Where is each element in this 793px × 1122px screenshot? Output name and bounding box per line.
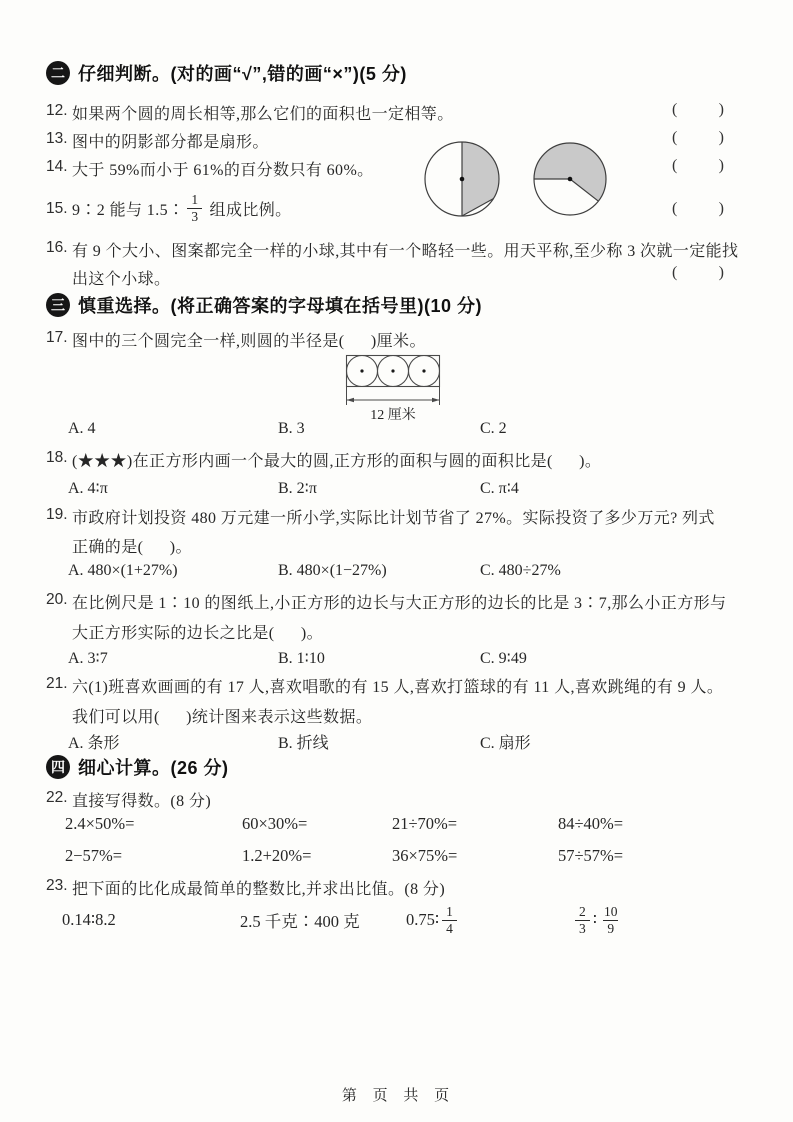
- question-number: 14.: [46, 158, 68, 175]
- question-16-line2: [72, 266, 170, 289]
- option-c: C. 扇形: [480, 735, 531, 752]
- fraction-two-thirds: [575, 904, 590, 936]
- question-text-pre: 9∶2 能与 1.5∶: [72, 201, 185, 219]
- fraction-one-third: [187, 192, 202, 224]
- fraction-ten-ninths: [600, 904, 622, 936]
- answer-bracket-14: [672, 157, 724, 175]
- bracket-close: ): [718, 129, 724, 146]
- question-number: 16.: [46, 239, 68, 256]
- question-22-row2: [65, 846, 623, 866]
- calc-expression: 1.2+20%=: [242, 846, 312, 865]
- question-22-row1: [65, 814, 623, 834]
- question-21-options: [68, 730, 531, 753]
- question-number: 18.: [46, 449, 68, 466]
- fraction-one-quarter: [442, 904, 457, 936]
- fraction-denominator: 4: [442, 920, 457, 937]
- bracket-close: ): [718, 101, 724, 118]
- question-number: 17.: [46, 329, 68, 346]
- question-text: 图中的阴影部分都是扇形。: [72, 134, 269, 151]
- question-text: 市政府计划投资 480 万元建一所小学,实际比计划节省了 27%。实际投资了多少万元? 列式: [72, 510, 715, 527]
- question-18-options: [68, 478, 519, 498]
- fraction-numerator: 1: [191, 191, 199, 207]
- calc-expression: 21÷70%=: [392, 814, 458, 833]
- question-19-line1: [46, 505, 715, 528]
- option-b: B. 2∶π: [278, 480, 317, 497]
- question-19-line2: [72, 534, 192, 557]
- section-calc-title: 细心计算。(26 分): [78, 758, 229, 778]
- question-text: 正确的是( )。: [72, 539, 192, 556]
- section-three-icon: 三: [46, 293, 70, 317]
- question-text: 六(1)班喜欢画画的有 17 人,喜欢唱歌的有 15 人,喜欢打篮球的有 11 人,喜欢跳绳的有 9 人。: [72, 679, 724, 696]
- option-b: B. 1∶10: [278, 650, 325, 667]
- bracket-close: ): [718, 200, 724, 217]
- question-23-items: [62, 898, 625, 942]
- option-c: C. 2: [480, 420, 507, 437]
- calc-expression: 84÷40%=: [558, 814, 624, 833]
- question-12: [46, 101, 454, 124]
- dimension-label: 12 厘米: [370, 408, 416, 423]
- question-18: [46, 448, 601, 471]
- section-header-choose: [46, 292, 482, 318]
- calc-expression: 60×30%=: [242, 814, 308, 833]
- option-a: A. 480×(1+27%): [68, 562, 178, 579]
- question-text-post: 组成比例。: [205, 201, 292, 219]
- question-22: [46, 788, 211, 811]
- answer-bracket-15: [672, 200, 724, 218]
- question-text: 大于 59%而小于 61%的百分数只有 60%。: [72, 162, 374, 179]
- section-four-icon: 四: [46, 755, 70, 779]
- option-a: A. 4: [68, 420, 96, 437]
- question-15: [46, 189, 292, 227]
- option-c: C. 9∶49: [480, 650, 527, 667]
- question-text: (★★★)在正方形内画一个最大的圆,正方形的面积与圆的面积比是( )。: [72, 453, 602, 470]
- question-23: [46, 876, 445, 899]
- question-17: [46, 328, 426, 351]
- shaded-circles-figure: [424, 139, 620, 219]
- question-number: 13.: [46, 130, 68, 147]
- question-20-line2: [72, 620, 323, 643]
- section-header-judge: [46, 60, 407, 86]
- question-number: 15.: [46, 199, 68, 217]
- fraction-denominator: 3: [575, 920, 590, 937]
- option-a: A. 3∶7: [68, 650, 108, 667]
- question-text: 如果两个圆的周长相等,那么它们的面积也一定相等。: [72, 106, 454, 123]
- calc-expression: 2−57%=: [65, 846, 123, 865]
- question-number: 12.: [46, 102, 68, 119]
- bracket-open: (: [672, 264, 678, 281]
- question-number: 23.: [46, 877, 68, 894]
- question-17-options: [68, 420, 507, 438]
- question-text: 有 9 个大小、图案都完全一样的小球,其中有一个略轻一些。用天平称,至少称 3 次就一定能找: [72, 243, 739, 260]
- question-16-line1: [46, 238, 738, 261]
- ratio-item: [572, 904, 625, 936]
- question-text: 直接写得数。(8 分): [72, 793, 212, 810]
- option-a: A. 条形: [68, 735, 120, 752]
- option-b: B. 3: [278, 420, 305, 437]
- fraction-numerator: 10: [604, 903, 618, 919]
- question-13: [46, 129, 269, 152]
- section-choose-title: 慎重选择。(将正确答案的字母填在括号里)(10 分): [78, 296, 482, 316]
- three-circles-figure: [342, 354, 454, 424]
- section-header-calc: [46, 754, 229, 780]
- option-a: A. 4∶π: [68, 480, 108, 497]
- bracket-open: (: [672, 157, 678, 174]
- option-b: B. 480×(1−27%): [278, 562, 387, 579]
- option-b: B. 折线: [278, 735, 329, 752]
- option-c: C. 480÷27%: [480, 562, 561, 579]
- answer-bracket-13: [672, 129, 724, 147]
- bracket-close: ): [718, 157, 724, 174]
- answer-bracket-12: [672, 101, 724, 119]
- question-text: 把下面的比化成最简单的整数比,并求出比值。(8 分): [72, 881, 446, 898]
- fraction-denominator: 3: [187, 208, 202, 225]
- question-text: 图中的三个圆完全一样,则圆的半径是( )厘米。: [72, 333, 426, 350]
- fraction-numerator: 2: [579, 903, 586, 919]
- question-number: 19.: [46, 506, 68, 523]
- bracket-open: (: [672, 129, 678, 146]
- calc-expression: 57÷57%=: [558, 846, 624, 865]
- calc-expression: 2.4×50%=: [65, 814, 135, 833]
- fraction-denominator: 9: [603, 920, 618, 937]
- page-footer: 第 页 共 页: [341, 1088, 452, 1104]
- question-text: 大正方形实际的边长之比是( )。: [72, 625, 324, 642]
- option-c: C. π∶4: [480, 480, 519, 497]
- question-21-line1: [46, 674, 723, 697]
- ratio-item: 0.14∶8.2: [62, 910, 116, 929]
- question-19-options: [68, 562, 561, 580]
- bracket-open: (: [672, 101, 678, 118]
- bracket-close: ): [718, 264, 724, 281]
- question-text: 出这个小球。: [72, 271, 171, 288]
- question-21-line2: [72, 704, 372, 727]
- section-judge-title: 仔细判断。(对的画“√”,错的画“×”)(5 分): [78, 64, 407, 84]
- ratio-item: [406, 904, 572, 936]
- ratio-pre: 0.75∶: [406, 910, 440, 929]
- bracket-open: (: [672, 200, 678, 217]
- question-20-line1: [46, 590, 726, 613]
- calc-expression: 36×75%=: [392, 846, 458, 865]
- fraction-numerator: 1: [446, 903, 453, 919]
- answer-bracket-16: [672, 264, 724, 282]
- question-text: 在比例尺是 1∶10 的图纸上,小正方形的边长与大正方形的边长的比是 3∶7,那么小正方形与: [72, 595, 727, 612]
- section-two-icon: 二: [46, 61, 70, 85]
- question-20-options: [68, 648, 527, 668]
- ratio-colon: ∶: [592, 910, 598, 929]
- question-14: [46, 157, 374, 180]
- question-number: 21.: [46, 675, 68, 692]
- ratio-item: 2.5 千克∶400 克: [240, 912, 360, 931]
- question-number: 20.: [46, 591, 68, 608]
- question-number: 22.: [46, 789, 68, 806]
- question-text: 我们可以用( )统计图来表示这些数据。: [72, 709, 373, 726]
